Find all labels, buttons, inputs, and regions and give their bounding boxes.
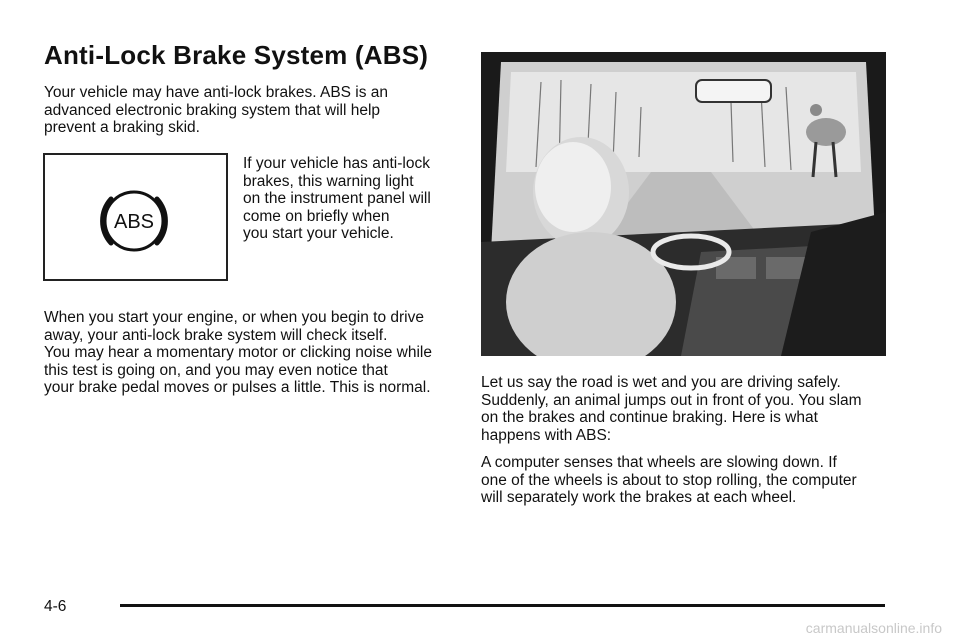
warning-line: come on briefly when [243, 207, 390, 225]
start-line: away, your anti-lock brake system will check itself. [44, 326, 388, 344]
warning-line: brakes, this warning light [243, 172, 414, 190]
start-line: this test is going on, and you may even notice that [44, 361, 388, 379]
driver-deer-illustration-icon [481, 52, 886, 356]
intro-paragraph [44, 84, 388, 137]
abs-light-label: ABS [113, 211, 155, 233]
watermark: carmanualsonline.info [805, 620, 942, 636]
scenario-line: on the brakes and continue braking. Here is what [481, 409, 818, 427]
intro-line: Your vehicle may have anti-lock brakes. ABS is an [44, 84, 389, 101]
abs-warning-light-figure [43, 153, 228, 281]
computer-line: one of the wheels is about to stop rolling, the computer [481, 471, 857, 489]
warning-line: If your vehicle has anti-lock [243, 155, 430, 172]
footer-rule [120, 604, 885, 607]
computer-line: A computer senses that wheels are slowing down. If [481, 454, 837, 471]
start-line: When you start your engine, or when you begin to drive [44, 309, 424, 326]
scenario-line: Let us say the road is wet and you are driving safely. [481, 374, 841, 391]
page-number: 4-6 [44, 598, 67, 615]
page-title: Anti-Lock Brake System (ABS) [44, 40, 429, 70]
warning-light-paragraph [243, 155, 431, 243]
start-line: You may hear a momentary motor or clicking noise while [44, 344, 432, 362]
driver-illustration [481, 52, 886, 356]
scenario-paragraph [481, 374, 862, 444]
computer-line: will separately work the brakes at each wheel. [481, 489, 797, 507]
intro-line: advanced electronic braking system that will help [44, 101, 381, 119]
abs-warning-light-icon [45, 155, 230, 283]
start-check-paragraph [44, 309, 432, 397]
warning-line: on the instrument panel will [243, 190, 431, 208]
start-line: your brake pedal moves or pulses a little. This is normal. [44, 379, 431, 397]
warning-line: you start your vehicle. [243, 225, 394, 243]
scenario-line: happens with ABS: [481, 426, 612, 444]
scenario-line: Suddenly, an animal jumps out in front of you. You slam [481, 391, 862, 409]
intro-line: prevent a braking skid. [44, 119, 200, 137]
computer-paragraph [481, 454, 857, 507]
